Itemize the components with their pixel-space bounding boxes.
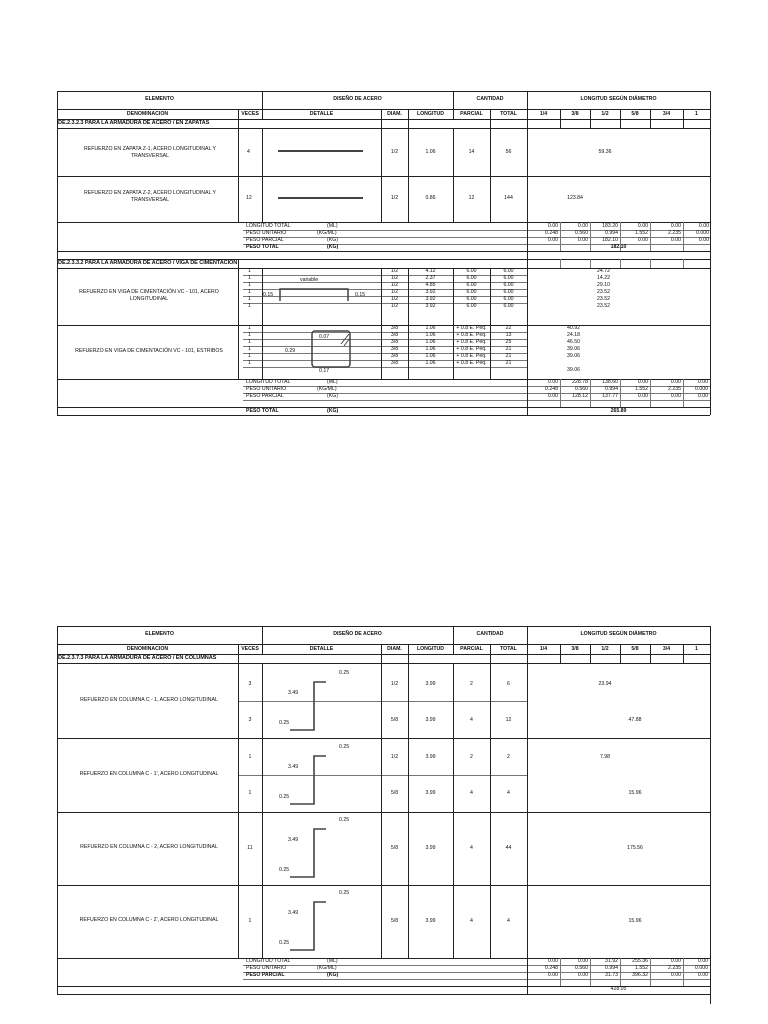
columna-row-parcial: 2 bbox=[470, 754, 473, 760]
viga-estribo-row-longitud: 1.06 bbox=[425, 325, 436, 331]
vigas-peso-parcial-cell: 0.00 bbox=[670, 393, 681, 399]
zapata-1-bar-detail bbox=[278, 150, 363, 152]
header2-denominacion: DENOMINACION bbox=[126, 646, 169, 652]
columna-bar-mid: 3.49 bbox=[288, 690, 299, 696]
zapatas-pu-5-8: 1.552 bbox=[635, 230, 648, 236]
viga-estribo-row-total: 25 bbox=[505, 339, 512, 345]
columna-bar-mid: 3.49 bbox=[288, 837, 299, 843]
header-denominacion: DENOMINACION bbox=[126, 111, 169, 117]
columna-row-longitud: 3.99 bbox=[425, 790, 436, 796]
header2-diam: DIAM. bbox=[387, 646, 402, 652]
columnas-peso-parcial-cell: 0.00 bbox=[547, 972, 558, 978]
vigas-peso-total-label: PESO TOTAL bbox=[246, 408, 279, 414]
viga-estribo-row-longitud: 1.06 bbox=[425, 339, 436, 345]
columna-row-diam: 5/8 bbox=[390, 717, 399, 723]
columnas-peso-parcial-cell: 396.32 bbox=[632, 972, 648, 978]
zapata-1-longitud: 1.06 bbox=[425, 149, 436, 155]
columnas-peso-parcial-label: PESO PARCIAL bbox=[246, 972, 285, 978]
zapatas-pu-3-8: 0.560 bbox=[575, 230, 588, 236]
zapatas-lt-1-2: 183.20 bbox=[602, 223, 618, 229]
vigas-peso-parcial-label: PESO PARCIAL bbox=[246, 393, 284, 399]
columna-row-lsd: 47.88 bbox=[628, 717, 642, 723]
columna-row-parcial: 4 bbox=[470, 790, 473, 796]
columnas-peso-unitario-cell: 0.994 bbox=[605, 965, 618, 971]
vigas-longitud-total-cell: 0.00 bbox=[637, 379, 648, 385]
vigas-peso-parcial-cell: 0.00 bbox=[697, 393, 708, 399]
columnas-peso-unitario-cell: 1.552 bbox=[635, 965, 648, 971]
header-total: TOTAL bbox=[500, 111, 517, 117]
zapata-1-denominacion: REFUERZO EN ZAPATA Z-1, ACERO LONGITUDINAL Y TRANSVERSAL bbox=[83, 146, 216, 159]
vigas-peso-parcial-cell: 0.00 bbox=[637, 393, 648, 399]
columnas-peso-unitario-label: PESO UNITARIO bbox=[246, 965, 287, 971]
columna-bar-bottom: 0.25 bbox=[279, 940, 290, 946]
viga-estribo-row-lsd: 24.18 bbox=[567, 332, 580, 338]
viga-long-row-parcial: 6.00 bbox=[466, 289, 477, 295]
zapatas-lt-1-4: 0.00 bbox=[547, 223, 558, 229]
columnas-longitud-total-label: LONGITUD TOTAL bbox=[246, 958, 291, 964]
columna-bar-detail bbox=[288, 827, 328, 879]
zapata-2-denominacion: REFUERZO EN ZAPATA Z-2, ACERO LONGITUDINAL Y TRANSVERSAL bbox=[83, 190, 216, 203]
viga-long-row-diam: 1/2 bbox=[390, 275, 399, 281]
viga-estribo-row-longitud: 1.06 bbox=[425, 332, 436, 338]
columna-row-longitud: 3.99 bbox=[425, 918, 436, 924]
zapatas-peso-total-label: PESO TOTAL bbox=[246, 244, 279, 250]
header2-cantidad: CANTIDAD bbox=[476, 631, 504, 637]
viga-long-row-diam: 1/2 bbox=[390, 303, 399, 309]
header2-longitud-segun: LONGITUD SEGÚN DIÁMETRO bbox=[580, 631, 657, 637]
zapata-2-lsd: 123.84 bbox=[567, 195, 583, 201]
columna-row-parcial: 2 bbox=[470, 681, 473, 687]
zapatas-pu-1-4: 0.248 bbox=[545, 230, 558, 236]
vigas-peso-unitario-cell: 2.235 bbox=[668, 386, 681, 392]
viga-long-row-total: 6.00 bbox=[503, 275, 514, 281]
viga-estribo-left: 0.29 bbox=[285, 348, 296, 354]
header2-elemento: ELEMENTO bbox=[145, 631, 174, 637]
viga-long-row-total: 6.00 bbox=[503, 289, 514, 295]
viga-estribo-detail bbox=[311, 330, 351, 368]
viga-long-row-parcial: 6.00 bbox=[466, 268, 477, 274]
columnas-peso-parcial-unit: (KG) bbox=[327, 972, 339, 978]
columna-bar-detail bbox=[288, 754, 328, 806]
header2-parcial: PARCIAL bbox=[460, 646, 483, 652]
columna-bar-top: 0.25 bbox=[339, 744, 350, 750]
viga-estribo-row-veces: 1 bbox=[248, 325, 251, 331]
viga-estribo-row-total: 13 bbox=[505, 332, 512, 338]
header2-diam-3-8: 3/8 bbox=[571, 646, 579, 652]
zapata-1-diam: 1/2 bbox=[390, 149, 399, 155]
viga-estribo-row-longitud: 1.06 bbox=[425, 346, 436, 352]
zapata-1-lsd: 59.36 bbox=[598, 149, 612, 155]
zapata-1-veces: 4 bbox=[247, 149, 250, 155]
columna-row-total: 4 bbox=[507, 790, 510, 796]
header2-diam-3-4: 3/4 bbox=[662, 646, 671, 652]
viga-long-row-lsd: 24.72 bbox=[597, 268, 610, 274]
zapata-2-parcial: 12 bbox=[468, 195, 475, 201]
viga-long-row-diam: 1/2 bbox=[390, 282, 399, 288]
viga-long-row-diam: 1/2 bbox=[390, 268, 399, 274]
header-diam-1: 1 bbox=[695, 111, 698, 117]
viga-estribo-row-parcial: + 0.8 E. Peq. bbox=[456, 353, 487, 359]
columna-bar-top: 0.25 bbox=[339, 670, 350, 676]
header2-longitud: LONGITUD bbox=[416, 646, 445, 652]
columnas-longitud-total-cell: 255.36 bbox=[632, 958, 648, 964]
columna-row-total: 6 bbox=[507, 681, 510, 687]
viga-estribo-bottom: 0.17 bbox=[319, 368, 330, 374]
viga-long-row-parcial: 6.00 bbox=[466, 303, 477, 309]
viga-long-row-lsd: 23.52 bbox=[597, 303, 610, 309]
columna-row-veces: 3 bbox=[248, 717, 252, 723]
viga-estribo-row-veces: 1 bbox=[248, 332, 251, 338]
columna-row-parcial: 4 bbox=[470, 918, 473, 924]
viga-long-row-veces: 1 bbox=[248, 289, 251, 295]
viga-long-row-lsd: 23.52 bbox=[597, 289, 610, 295]
zapatas-pu-3-4: 2.235 bbox=[668, 230, 681, 236]
viga-detail-left: 0.15 bbox=[263, 292, 274, 298]
columnas-peso-parcial-cell: 0.00 bbox=[670, 972, 681, 978]
columna-bar-bottom: 0.25 bbox=[279, 794, 290, 800]
columna-bar-top: 0.25 bbox=[339, 890, 350, 896]
viga-estribo-row-lsd: 39.06 bbox=[567, 346, 580, 352]
viga-estribo-row-parcial: + 0.8 E. Peq. bbox=[456, 339, 487, 345]
viga-estribo-row-lsd: 46.50 bbox=[567, 339, 580, 345]
vigas-peso-parcial-cell: 0.00 bbox=[547, 393, 558, 399]
viga-estribo-top: 0.07 bbox=[319, 334, 330, 340]
columna-row-diam: 1/2 bbox=[390, 754, 399, 760]
columnas-longitud-total-unit: (ML) bbox=[327, 958, 338, 964]
zapata-1-total: 56 bbox=[505, 149, 512, 155]
vigas-peso-parcial-unit: (KG) bbox=[327, 393, 338, 399]
viga-long-row-veces: 1 bbox=[248, 268, 251, 274]
columna-bar-mid: 3.49 bbox=[288, 764, 299, 770]
zapatas-peso-unitario-label: PESO UNITARIO bbox=[246, 230, 287, 236]
zapata-2-total: 144 bbox=[504, 195, 513, 201]
vigas-peso-unitario-cell: 0.560 bbox=[575, 386, 588, 392]
viga-estribo-row-veces: 1 bbox=[248, 353, 251, 359]
viga-long-row-total: 6.00 bbox=[503, 296, 514, 302]
columna-c1-denominacion: REFUERZO EN COLUMNA C - 1, ACERO LONGITUDINAL bbox=[80, 697, 218, 703]
zapatas-longitud-total-unit: (ML) bbox=[327, 223, 338, 229]
viga-long-row-longitud: 2.37 bbox=[425, 275, 436, 281]
columna-row-veces: 1 bbox=[248, 754, 252, 760]
viga-long-row-lsd: 23.52 bbox=[597, 296, 610, 302]
zapata-1-parcial: 14 bbox=[468, 149, 475, 155]
header-diam-1-2: 1/2 bbox=[601, 111, 609, 117]
header-diam-1-4: 1/4 bbox=[539, 111, 548, 117]
columna-row-lsd: 7.98 bbox=[599, 754, 611, 760]
viga-longitudinal-bar-detail bbox=[279, 288, 349, 302]
columna-bar-detail bbox=[288, 680, 328, 732]
columna-row-veces: 11 bbox=[247, 845, 253, 851]
viga-long-row-longitud: 4.12 bbox=[425, 268, 436, 274]
header-veces: VECES bbox=[241, 111, 259, 117]
zapatas-peso-total-value: 182.10 bbox=[610, 244, 627, 250]
zapatas-peso-parcial-label: PESO PARCIAL bbox=[246, 237, 284, 243]
viga-estribo-row-longitud: 1.06 bbox=[425, 353, 436, 359]
viga-long-row-longitud: 4.85 bbox=[425, 282, 436, 288]
columna-row-parcial: 4 bbox=[470, 845, 473, 851]
columna-row-diam: 5/8 bbox=[390, 790, 399, 796]
header-diseno: DISEÑO DE ACERO bbox=[333, 96, 382, 102]
zapatas-pu-1-2: 0.994 bbox=[605, 230, 618, 236]
zapatas-peso-unitario-unit: (KG/ML) bbox=[317, 230, 337, 236]
viga-estribo-row-diam: 3/8 bbox=[390, 332, 399, 338]
columnas-longitud-total-cell: 0.00 bbox=[697, 958, 708, 964]
viga-estribo-row-lsd: 40.92 bbox=[567, 325, 580, 331]
header-elemento: ELEMENTO bbox=[145, 96, 174, 102]
vigas-longitud-total-unit: (ML) bbox=[327, 379, 338, 385]
zapatas-lt-1: 0.00 bbox=[698, 223, 709, 229]
viga-detail-right: 0.15 bbox=[355, 292, 366, 298]
viga-estribo-row-parcial: + 0.8 E. Peq. bbox=[456, 332, 487, 338]
header-parcial: PARCIAL bbox=[460, 111, 483, 117]
columnas-peso-unitario-cell: 0.000 bbox=[695, 965, 708, 971]
columnas-peso-unitario-cell: 0.248 bbox=[545, 965, 558, 971]
vigas-peso-unitario-label: PESO UNITARIO bbox=[246, 386, 287, 392]
columna-row-total: 12 bbox=[505, 717, 512, 723]
columna-bar-bottom: 0.25 bbox=[279, 720, 290, 726]
viga-long-row-diam: 1/2 bbox=[390, 296, 399, 302]
viga-long-row-longitud: 3.92 bbox=[425, 296, 436, 302]
viga-estribo-row-lsd: 39.06 bbox=[567, 353, 580, 359]
vigas-longitud-total-label: LONGITUD TOTAL bbox=[246, 379, 291, 385]
header-diam-3-8: 3/8 bbox=[571, 111, 579, 117]
columna-c2-denominacion: REFUERZO EN COLUMNA C - 2, ACERO LONGITUDINAL bbox=[80, 844, 218, 850]
viga-estribo-row-total: 21 bbox=[505, 360, 512, 366]
header-longitud: LONGITUD bbox=[416, 111, 445, 117]
viga-estribo-row-diam: 3/8 bbox=[390, 325, 399, 331]
viga-estribo-row-veces: 1 bbox=[248, 346, 251, 352]
columnas-longitud-total-cell: 0.00 bbox=[577, 958, 588, 964]
zapata-2-diam: 1/2 bbox=[390, 195, 399, 201]
columna-c2p-denominacion: REFUERZO EN COLUMNA C - 2', ACERO LONGITUDINAL bbox=[79, 917, 219, 923]
columnas-longitud-total-cell: 0.00 bbox=[670, 958, 681, 964]
columnas-peso-parcial-cell: 0.00 bbox=[697, 972, 708, 978]
viga-long-row-diam: 1/2 bbox=[390, 289, 399, 295]
columna-bar-mid: 3.49 bbox=[288, 910, 299, 916]
columnas-peso-unitario-cell: 0.560 bbox=[575, 965, 588, 971]
viga-long-row-parcial: 6.00 bbox=[466, 275, 477, 281]
viga-estribo-row-veces: 1 bbox=[248, 339, 251, 345]
zapata-2-veces: 12 bbox=[246, 195, 252, 201]
header-cantidad: CANTIDAD bbox=[476, 96, 504, 102]
columna-c1p-denominacion: REFUERZO EN COLUMNA C - 1', ACERO LONGITUDINAL bbox=[79, 771, 219, 777]
columna-row-parcial: 4 bbox=[470, 717, 473, 723]
header2-diam-1-2: 1/2 bbox=[601, 646, 609, 652]
vigas-longitud-total-cell: 0.00 bbox=[670, 379, 681, 385]
vigas-peso-unitario-cell: 0.248 bbox=[545, 386, 558, 392]
columna-row-longitud: 3.99 bbox=[425, 681, 436, 687]
viga-long-row-total: 6.00 bbox=[503, 303, 514, 309]
header-diam-5-8: 5/8 bbox=[631, 111, 639, 117]
header2-diam-1: 1 bbox=[695, 646, 698, 652]
viga-estribo-row-parcial: + 0.8 E. Peq. bbox=[456, 325, 487, 331]
viga-long-row-longitud: 3.92 bbox=[425, 303, 436, 309]
columna-bar-bottom: 0.25 bbox=[279, 867, 290, 873]
viga-long-row-longitud: 3.92 bbox=[425, 289, 436, 295]
viga-estribo-row-lsd: 39.06 bbox=[567, 367, 580, 373]
vigas-longitud-total-cell: 0.00 bbox=[697, 379, 708, 385]
zapatas-lt-3-4: 0.00 bbox=[670, 223, 681, 229]
viga-long-row-total: 6.00 bbox=[503, 268, 514, 274]
columnas-peso-unitario-cell: 2.235 bbox=[668, 965, 681, 971]
columna-bar-detail bbox=[288, 900, 328, 952]
viga-estribo-row-longitud: 1.06 bbox=[425, 360, 436, 366]
columna-row-lsd: 23.94 bbox=[598, 681, 612, 687]
header2-diam-5-8: 5/8 bbox=[631, 646, 639, 652]
zapatas-longitud-total-label: LONGITUD TOTAL bbox=[246, 223, 291, 229]
viga-long-row-lsd: 29.10 bbox=[597, 282, 610, 288]
section-columnas: DE.2.3.7.3 PARA LA ARMADURA DE ACERO / EN COLUMNAS bbox=[58, 655, 217, 661]
zapata-2-bar-detail bbox=[278, 197, 363, 199]
viga-long-row-parcial: 6.00 bbox=[466, 282, 477, 288]
vigas-peso-total-unit: (KG) bbox=[327, 408, 339, 414]
header2-diam-1-4: 1/4 bbox=[539, 646, 548, 652]
viga-estribo-row-parcial: + 0.8 E. Peq. bbox=[456, 346, 487, 352]
viga-estribo-row-parcial: + 0.8 E. Peq. bbox=[456, 360, 487, 366]
header-diam-3-4: 3/4 bbox=[662, 111, 671, 117]
viga-longitudinal-denominacion: REFUERZO EN VIGA DE CIMENTACIÓN VC - 101, ACERO LONGITUDINAL bbox=[79, 289, 219, 302]
zapatas-pp-5-8: 0.00 bbox=[637, 237, 648, 243]
zapatas-pp-3-4: 0.00 bbox=[670, 237, 681, 243]
header-longitud-segun: LONGITUD SEGÚN DIÁMETRO bbox=[580, 96, 657, 102]
columna-row-veces: 1 bbox=[248, 918, 252, 924]
columna-row-longitud: 3.99 bbox=[425, 845, 436, 851]
viga-long-row-veces: 1 bbox=[248, 303, 251, 309]
viga-estribo-row-diam: 3/8 bbox=[390, 339, 399, 345]
columna-row-longitud: 3.99 bbox=[425, 717, 436, 723]
header2-diseno: DISEÑO DE ACERO bbox=[333, 631, 382, 637]
header-diam: DIAM. bbox=[387, 111, 402, 117]
vigas-longitud-total-cell: 138.60 bbox=[602, 379, 618, 385]
columna-row-veces: 3 bbox=[248, 681, 252, 687]
columna-row-total: 4 bbox=[507, 918, 510, 924]
columna-row-diam: 5/8 bbox=[390, 845, 399, 851]
viga-long-row-total: 6.00 bbox=[503, 282, 514, 288]
viga-long-row-lsd: 14.22 bbox=[597, 275, 610, 281]
viga-estribo-row-total: 21 bbox=[505, 353, 512, 359]
vigas-peso-parcial-cell: 137.77 bbox=[602, 393, 618, 399]
header2-detalle: DETALLE bbox=[309, 646, 334, 652]
section-vigas: DE.2.3.3.2 PARA LA ARMADURA DE ACERO / VIGA DE CIMENTACION bbox=[58, 260, 238, 266]
vigas-peso-unitario-cell: 1.552 bbox=[635, 386, 648, 392]
viga-estribo-row-total: 22 bbox=[505, 325, 512, 331]
viga-estribo-row-diam: 3/8 bbox=[390, 360, 399, 366]
zapatas-peso-total-unit: (KG) bbox=[327, 244, 339, 250]
columnas-longitud-total-cell: 0.00 bbox=[547, 958, 558, 964]
viga-estribo-row-total: 21 bbox=[505, 346, 512, 352]
viga-estribos-denominacion: REFUERZO EN VIGA DE CIMENTACIÓN VC - 101, ESTRIBOS bbox=[75, 348, 223, 354]
viga-detail-variable: variable bbox=[300, 277, 319, 283]
columna-row-lsd: 15.96 bbox=[628, 790, 642, 796]
section-zapatas: DE.2.3.2.3 PARA LA ARMADURA DE ACERO / EN ZAPATAS bbox=[58, 120, 210, 126]
viga-estribo-row-diam: 3/8 bbox=[390, 346, 399, 352]
zapata-2-longitud: 0.86 bbox=[425, 195, 436, 201]
header2-total: TOTAL bbox=[500, 646, 517, 652]
viga-long-row-veces: 1 bbox=[248, 275, 251, 281]
header-detalle: DETALLE bbox=[309, 111, 334, 117]
columnas-peso-parcial-cell: 31.73 bbox=[605, 972, 618, 978]
viga-estribo-row-diam: 3/8 bbox=[390, 353, 399, 359]
columna-row-veces: 1 bbox=[248, 790, 252, 796]
vigas-longitud-total-cell: 0.00 bbox=[547, 379, 558, 385]
zapatas-lt-3-8: 0.00 bbox=[577, 223, 588, 229]
columna-row-total: 2 bbox=[507, 754, 510, 760]
columna-row-longitud: 3.99 bbox=[425, 754, 436, 760]
viga-long-row-parcial: 6.00 bbox=[466, 296, 477, 302]
zapatas-pp-1-4: 0.00 bbox=[547, 237, 558, 243]
columnas-longitud-total-cell: 31.92 bbox=[605, 958, 618, 964]
zapatas-pu-1: 0.000 bbox=[696, 230, 709, 236]
zapatas-lt-5-8: 0.00 bbox=[637, 223, 648, 229]
vigas-peso-parcial-cell: 128.12 bbox=[572, 393, 588, 399]
vigas-peso-total-value: 265.89 bbox=[610, 408, 627, 414]
columna-row-lsd: 15.96 bbox=[628, 918, 642, 924]
viga-long-row-veces: 1 bbox=[248, 296, 251, 302]
zapatas-pp-1: 0.00 bbox=[698, 237, 709, 243]
zapatas-pp-1-2: 182.10 bbox=[602, 237, 618, 243]
viga-long-row-veces: 1 bbox=[248, 282, 251, 288]
columna-row-total: 44 bbox=[505, 845, 512, 851]
vigas-peso-unitario-cell: 0.000 bbox=[695, 386, 708, 392]
columna-bar-top: 0.25 bbox=[339, 817, 350, 823]
viga-estribo-row-veces: 1 bbox=[248, 360, 251, 366]
header2-veces: VECES bbox=[241, 646, 259, 652]
columnas-peso-parcial-cell: 0.00 bbox=[577, 972, 588, 978]
columna-row-lsd: 175.56 bbox=[627, 845, 643, 851]
columna-row-diam: 5/8 bbox=[390, 918, 399, 924]
vigas-longitud-total-cell: 228.78 bbox=[572, 379, 588, 385]
vigas-peso-unitario-unit: (KG/ML) bbox=[317, 386, 337, 392]
columnas-peso-unitario-unit: (KG/ML) bbox=[317, 965, 337, 971]
zapatas-peso-parcial-unit: (KG) bbox=[327, 237, 338, 243]
vigas-peso-unitario-cell: 0.994 bbox=[605, 386, 618, 392]
zapatas-pp-3-8: 0.00 bbox=[577, 237, 588, 243]
columnas-peso-total-value: 428.05 bbox=[610, 986, 627, 992]
columna-row-diam: 1/2 bbox=[390, 681, 399, 687]
